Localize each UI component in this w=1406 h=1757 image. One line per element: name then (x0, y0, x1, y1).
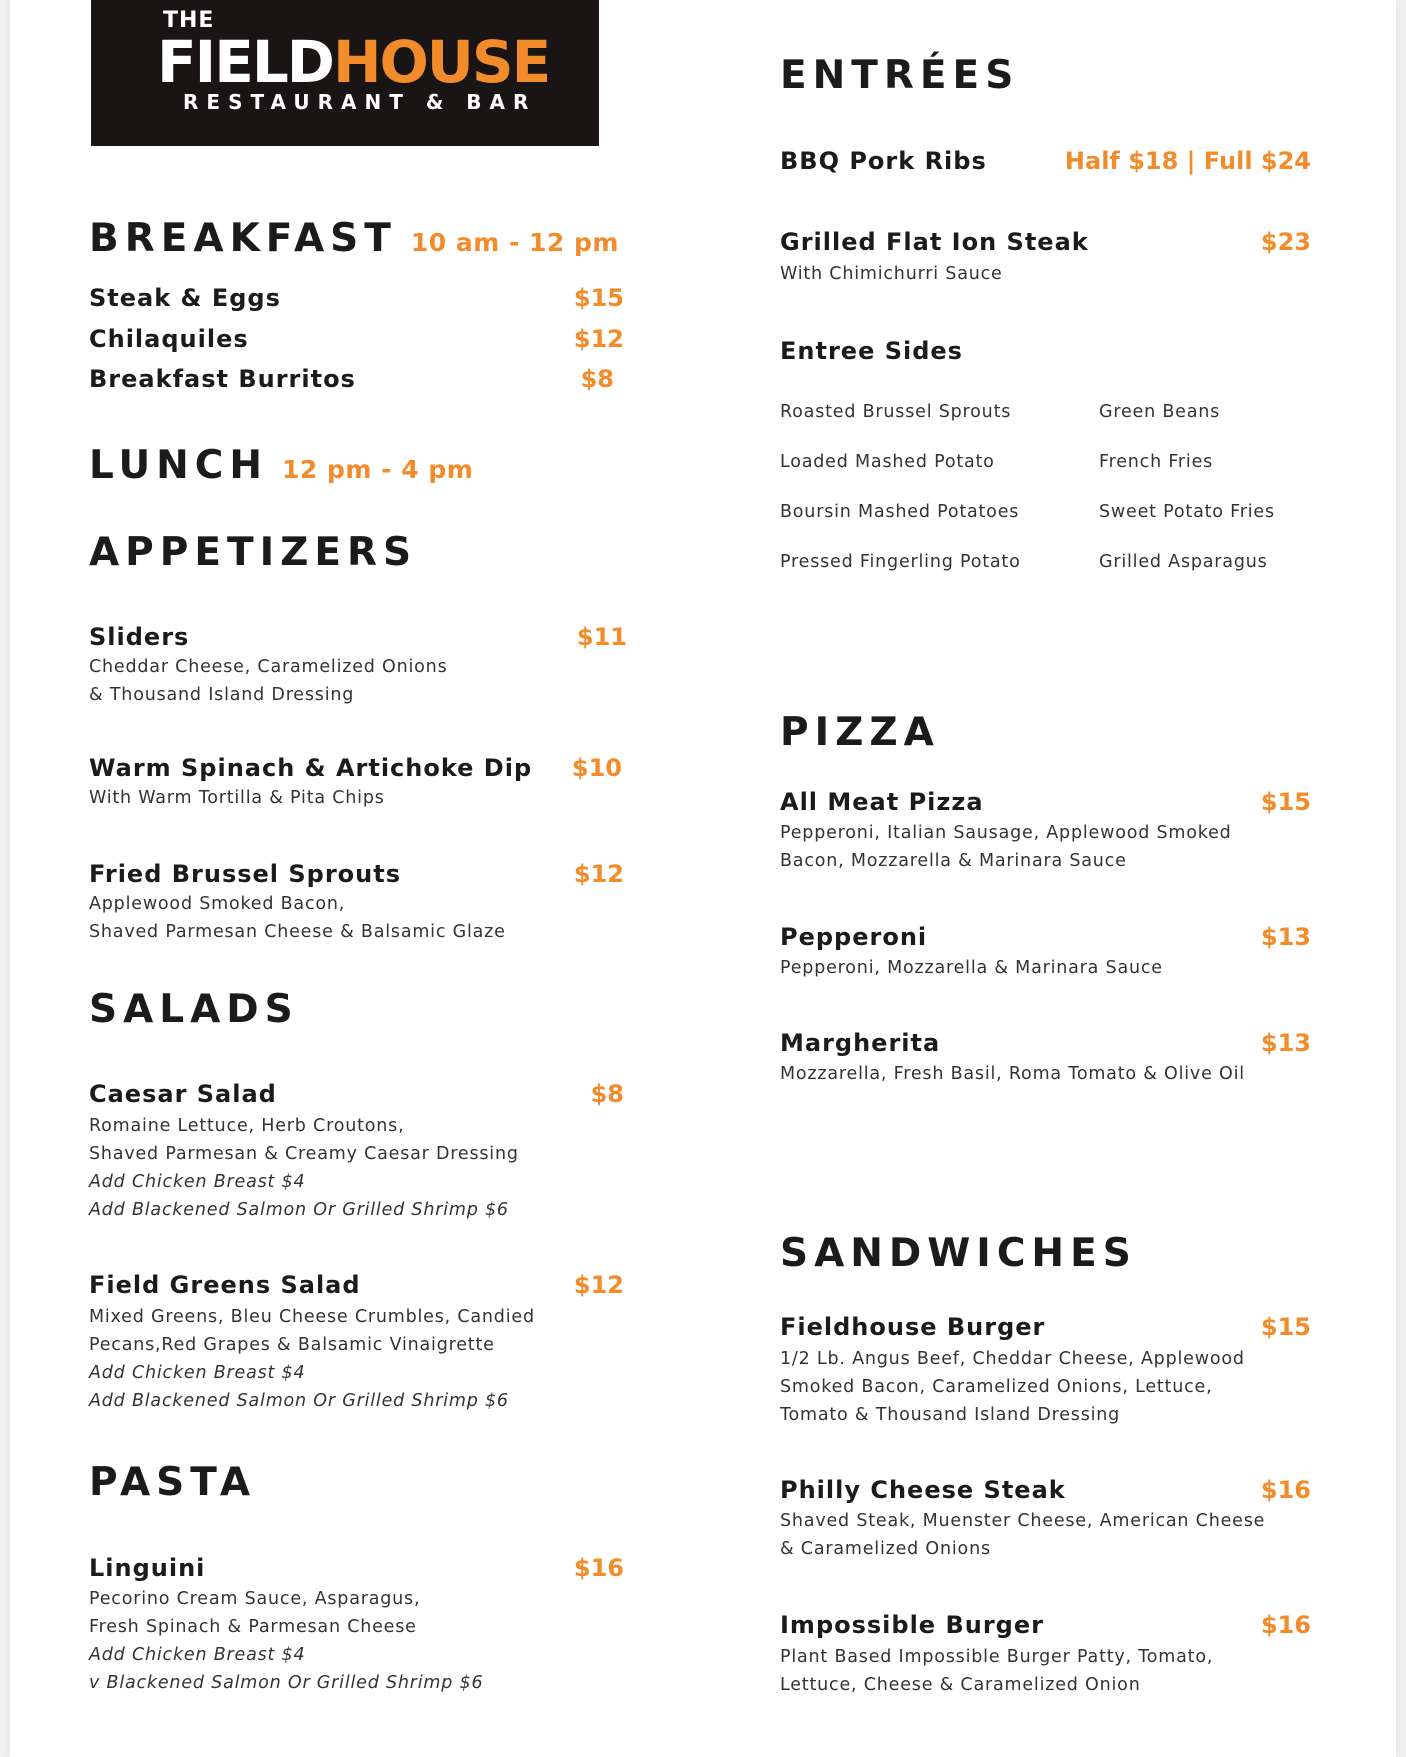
description-line: Shaved Parmesan Cheese & Balsamic Glaze (89, 922, 506, 942)
sandwich-price: $16 (1260, 1611, 1311, 1639)
entree-name: Grilled Flat Ion Steak (780, 228, 1089, 256)
description-line: 1/2 Lb. Angus Beef, Cheddar Cheese, Applewood (780, 1349, 1245, 1369)
salad-price: $12 (573, 1271, 624, 1299)
lunch-hours: 12 pm - 4 pm (282, 455, 474, 484)
pizza-name: All Meat Pizza (780, 788, 984, 816)
description-line: Lettuce, Cheese & Caramelized Onion (780, 1675, 1141, 1695)
appetizer-name: Fried Brussel Sprouts (89, 860, 402, 888)
description-line: Smoked Bacon, Caramelized Onions, Lettuce, (780, 1377, 1213, 1397)
add-on-option: Add Chicken Breast $4 (89, 1645, 306, 1665)
description-line: Pepperoni, Italian Sausage, Applewood Smoked (780, 823, 1232, 843)
pizza-heading: PIZZA (780, 710, 940, 755)
sandwich-name: Impossible Burger (780, 1611, 1044, 1639)
appetizer-price: $11 (576, 623, 627, 651)
side-item: Grilled Asparagus (1099, 552, 1268, 572)
lunch-heading (89, 443, 473, 493)
sandwich-price: $15 (1260, 1313, 1311, 1341)
add-on-option: Add Blackened Salmon Or Grilled Shrimp $6 (89, 1391, 509, 1411)
description-line: Shaved Parmesan & Creamy Caesar Dressing (89, 1144, 519, 1164)
side-item: Boursin Mashed Potatoes (780, 502, 1020, 522)
appetizer-description (89, 784, 385, 812)
breakfast-item-price: $8 (580, 365, 614, 393)
salad-description (89, 1112, 519, 1224)
appetizer-price: $12 (573, 860, 624, 888)
appetizers-heading: APPETIZERS (89, 530, 418, 575)
description-line: Fresh Spinach & Parmesan Cheese (89, 1617, 417, 1637)
description-line: Pecorino Cream Sauce, Asparagus, (89, 1589, 421, 1609)
side-item: French Fries (1099, 452, 1214, 472)
logo-house: HOUSE (332, 28, 550, 96)
salad-description (89, 1303, 535, 1415)
side-item: Green Beans (1099, 402, 1221, 422)
pasta-name: Linguini (89, 1554, 206, 1582)
side-item: Roasted Brussel Sprouts (780, 402, 1012, 422)
entree-sides-heading: Entree Sides (780, 337, 963, 365)
breakfast-heading (89, 216, 619, 266)
description-line: Applewood Smoked Bacon, (89, 894, 346, 914)
breakfast-item-name: Steak & Eggs (89, 284, 281, 312)
description-line: Romaine Lettuce, Herb Croutons, (89, 1116, 405, 1136)
description-line: Tomato & Thousand Island Dressing (780, 1405, 1121, 1425)
pizza-description (780, 954, 1163, 982)
entrees-heading: ENTRÉES (780, 53, 1020, 98)
salads-heading: SALADS (89, 987, 299, 1032)
pizza-name: Pepperoni (780, 923, 928, 951)
sandwich-description (780, 1643, 1213, 1699)
description-line: Mozzarella, Fresh Basil, Roma Tomato & Olive Oil (780, 1064, 1245, 1084)
entree-name: BBQ Pork Ribs (780, 147, 987, 175)
appetizer-name: Sliders (89, 623, 190, 651)
add-on-option: Add Chicken Breast $4 (89, 1363, 306, 1383)
description-line: Pecans,Red Grapes & Balsamic Vinaigrette (89, 1335, 495, 1355)
logo-subtitle: RESTAURANT & BAR (183, 90, 537, 114)
pizza-description (780, 819, 1232, 875)
description-line: Bacon, Mozzarella & Marinara Sauce (780, 851, 1127, 871)
add-on-option: v Blackened Salmon Or Grilled Shrimp $6 (89, 1673, 484, 1693)
description-line: With Warm Tortilla & Pita Chips (89, 788, 385, 808)
entree-price: Half $18 | Full $24 (1064, 147, 1311, 175)
pizza-price: $13 (1260, 1029, 1311, 1057)
salad-name: Caesar Salad (89, 1080, 277, 1108)
breakfast-item-price: $12 (573, 325, 624, 353)
description-line: Plant Based Impossible Burger Patty, Tomato, (780, 1647, 1214, 1667)
restaurant-logo (91, 0, 599, 146)
pizza-description (780, 1060, 1245, 1088)
add-on-option: Add Chicken Breast $4 (89, 1172, 306, 1192)
description-line: & Caramelized Onions (780, 1539, 991, 1559)
side-item: Pressed Fingerling Potato (780, 552, 1021, 572)
pasta-heading: PASTA (89, 1460, 257, 1505)
pasta-price: $16 (573, 1554, 624, 1582)
menu-page (10, 0, 1396, 1757)
pizza-price: $15 (1260, 788, 1311, 816)
description-line: With Chimichurri Sauce (780, 264, 1003, 284)
logo-field: FIELD (157, 28, 333, 96)
appetizer-price: $10 (571, 754, 622, 782)
sandwich-name: Fieldhouse Burger (780, 1313, 1046, 1341)
pizza-price: $13 (1260, 923, 1311, 951)
sandwich-price: $16 (1260, 1476, 1311, 1504)
description-line: Shaved Steak, Muenster Cheese, American Cheese (780, 1511, 1266, 1531)
description-line: Cheddar Cheese, Caramelized Onions (89, 657, 448, 677)
appetizer-name: Warm Spinach & Artichoke Dip (89, 754, 533, 782)
salad-price: $8 (590, 1080, 624, 1108)
add-on-option: Add Blackened Salmon Or Grilled Shrimp $6 (89, 1200, 509, 1220)
appetizer-description (89, 653, 448, 709)
entree-price: $23 (1260, 228, 1311, 256)
side-item: Sweet Potato Fries (1099, 502, 1275, 522)
sandwiches-heading: SANDWICHES (780, 1231, 1137, 1276)
logo-the: THE (163, 8, 215, 33)
sandwich-name: Philly Cheese Steak (780, 1476, 1066, 1504)
entree-description (780, 260, 1003, 288)
description-line: Mixed Greens, Bleu Cheese Crumbles, Candied (89, 1307, 535, 1327)
pasta-description (89, 1585, 483, 1697)
pizza-name: Margherita (780, 1029, 941, 1057)
sandwich-description (780, 1507, 1265, 1563)
breakfast-item-name: Breakfast Burritos (89, 365, 356, 393)
side-item: Loaded Mashed Potato (780, 452, 995, 472)
description-line: Pepperoni, Mozzarella & Marinara Sauce (780, 958, 1163, 978)
appetizer-description (89, 890, 506, 946)
logo-wordmark (157, 28, 549, 96)
breakfast-hours: 10 am - 12 pm (410, 228, 619, 257)
breakfast-item-price: $15 (573, 284, 624, 312)
lunch-title: LUNCH (89, 443, 269, 488)
description-line: & Thousand Island Dressing (89, 685, 355, 705)
sandwich-description (780, 1345, 1245, 1429)
breakfast-title: BREAKFAST (89, 216, 397, 261)
salad-name: Field Greens Salad (89, 1271, 361, 1299)
breakfast-item-name: Chilaquiles (89, 325, 249, 353)
